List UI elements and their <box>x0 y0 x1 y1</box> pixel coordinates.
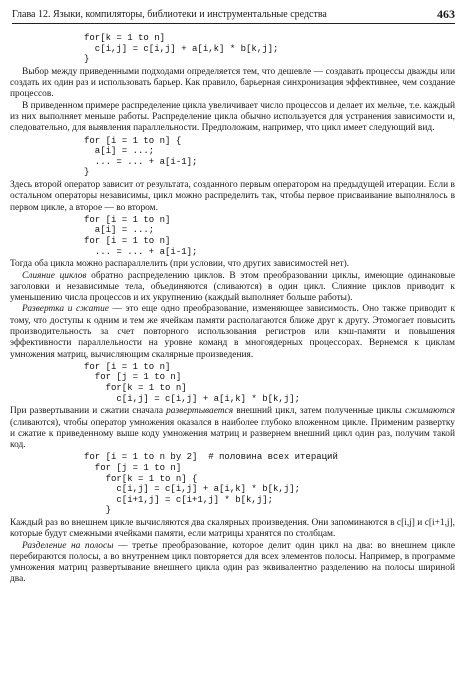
running-header <box>12 9 455 24</box>
chapter-title: Глава 12. Языки, компиляторы, библиотеки и инструментальные средства <box>12 9 327 20</box>
paragraph-3: Здесь второй оператор зависит от результата, созданного первым оператором на предыдущей итерации. Если в остальном операторы независимы, цикл можно распределить так, чтобы первое присваивание выполнялось в первом цикле, а второе — во втором. <box>10 179 455 213</box>
paragraph-4: Тогда оба цикла можно распараллелить (при условии, что других зависимостей нет). <box>10 259 350 270</box>
code-block-3: for [i = 1 to n] a[i] = ...; for [i = 1 to n] ... = ... + a[i-1]; <box>84 214 198 257</box>
code-block-4: for [i = 1 to n] for [j = 1 to n] for[k = 1 to n] c[i,j] = c[i,j] + a[i,k] * b[k,j]; <box>84 361 301 404</box>
paragraph-7 <box>10 406 455 451</box>
paragraph-7-part-a: При развертывании и сжатии сначала <box>10 406 167 417</box>
page-number: 463 <box>437 7 455 21</box>
term-unrolled: развертывается <box>166 406 234 417</box>
paragraph-6 <box>10 304 455 360</box>
term-unroll-jam: Развертка и сжатие <box>22 304 109 315</box>
page-body <box>10 32 455 586</box>
paragraph-2: В приведенном примере распределение цикла увеличивает число процессов и делает их мельче, т.е. каждый из них выполняет меньше работы. Распределение цикла обычно используется для устранения зависимости и, следовательно, для выявления параллельности. Предположим, например, что цикл имеет следующий вид. <box>10 100 455 134</box>
paragraph-7-part-b: внешний цикл, затем полученные циклы <box>233 406 405 417</box>
code-block-2: for [i = 1 to n] { a[i] = ...; ... = ... + a[i-1]; } <box>84 135 198 178</box>
term-loop-fusion: Слияние циклов <box>22 270 87 281</box>
paragraph-7-part-c: (сливаются), чтобы оператор умножения оказался в наиболее глубоко вложенном цикле. Применим развертку и сжатие к приведенному выше коду умножения матриц и развернем внешний цикл один раз, получим такой код. <box>10 417 455 451</box>
paragraph-5-text: обратно распределению циклов. В этом преобразовании циклы, имеющие одинаковые заголовки и независимые тела, объединяются (сливаются) в один цикл. Слияние циклов приводит к уменьшению числа процессов и их укрупнению (каждый выполняет больше работы). <box>10 270 455 304</box>
paragraph-9-text: — третье преобразование, которое делит один цикл на два: во внешнем цикле перебираются полосы, а во внутреннем цикл повторяется для всех элементов полосы. Например, в программе умножения матриц развертывание внешнего цикла один раз эквивалентно разделению на полосы шириной два. <box>10 540 455 585</box>
paragraph-6-text: — это еще одно преобразование, изменяющее зависимость. Оно также приводит к тому, что доступы к одним и тем же ячейкам памяти располагаются ближе друг к другу. Этомогает повысить производительность за счет повторного использования регистров или кэш-памяти и повышения эффективности параллельности на уровне команд в многоядерных процессорах. Вернемся к циклам умножения матриц, вычисляющим скалярные произведения. <box>10 304 455 360</box>
paragraph-8: Каждый раз во внешнем цикле вычисляются два скалярных произведения. Они запоминаются в c[i,j] и c[i+1,j], которые будут смежными ячейками памяти, если матрицы хранятся по столбцам. <box>10 518 455 540</box>
term-jammed: сжимаются <box>404 406 455 417</box>
code-block-1: for[k = 1 to n] c[i,j] = c[i,j] + a[i,k] * b[k,j]; } <box>84 33 279 65</box>
paragraph-9 <box>10 541 455 586</box>
code-block-5: for [i = 1 to n by 2] # половина всех итераций for [j = 1 to n] for[k = 1 to n] { c[i,j] = c[i,j] + a[i,k] * b[k,j]; c[i+1,j] = c[i+1,j] * b[k,j]; } <box>84 452 338 516</box>
paragraph-5 <box>10 271 455 305</box>
term-strip-mining: Разделение на полосы <box>22 540 114 551</box>
paragraph-1: Выбор между приведенными подходами определяется тем, что дешевле — создавать процессы дважды или создать их один раз и использовать барьер. Как правило, барьерная синхронизация эффективнее, чем создание процессов. <box>10 66 455 100</box>
